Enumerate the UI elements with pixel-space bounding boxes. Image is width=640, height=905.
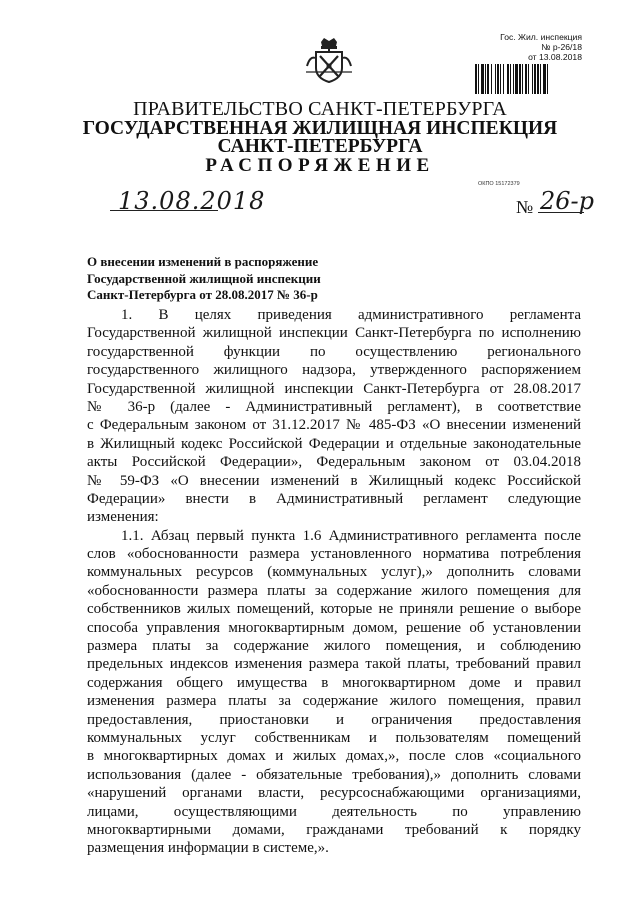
- number-sign: №: [516, 197, 534, 217]
- barcode-bar: [510, 64, 511, 94]
- barcode-bar: [534, 64, 536, 94]
- body-line: лицами, осуществляющими деятельность по управлению: [87, 803, 581, 820]
- body-line: с Федеральным законом от 31.12.2017 № 485-ФЗ «О внесении изменений: [87, 417, 581, 434]
- barcode-bar: [500, 64, 501, 94]
- body-line: многоквартирными домами, гражданами требований к порядку: [87, 821, 581, 838]
- body-line: № 36-р (далее - Административный регламент), в соответствие: [87, 398, 581, 415]
- handwritten-date: 13.08.2018: [118, 187, 266, 215]
- body-line: Государственной жилищной инспекции Санкт-Петербурга от 28.08.2017: [87, 380, 581, 397]
- body-line: предоставления, приостановки и ограничения предоставления: [87, 711, 581, 728]
- body-line: предельных индексов изменения размера такой платы, требований правил: [87, 656, 581, 673]
- body-line: 1. В целях приведения административного регламента: [121, 307, 581, 323]
- body-line: государственной функции по осуществлению регионального: [87, 343, 581, 360]
- body-line: размещения информации в системе,».: [87, 840, 329, 857]
- body-line: в Жилищный кодекс Российской Федерации и отдельные законодательные: [87, 435, 581, 452]
- document-subject: [87, 254, 387, 304]
- barcode-bar: [532, 64, 533, 94]
- body-line: 1.1. Абзац первый пункта 1.6 Административного регламента после: [121, 527, 581, 544]
- barcode-bar: [485, 64, 486, 94]
- document-body: [87, 306, 581, 858]
- document-type-title: РАСПОРЯЖЕНИЕ: [205, 155, 435, 176]
- body-line: «обоснованности размера платы за содержание жилого помещения для: [87, 582, 581, 599]
- barcode-bar: [522, 64, 523, 94]
- body-line: № 59-ФЗ «О внесении изменений в Жилищный кодекс Российской: [87, 472, 581, 489]
- barcode-bar: [540, 64, 541, 94]
- government-title: ПРАВИТЕЛЬСТВО САНКТ-ПЕТЕРБУРГА: [133, 98, 507, 120]
- stamp-line-3: от 13.08.2018: [528, 52, 582, 62]
- body-line: коммунальных услуг собственникам и пользователям помещений: [87, 729, 581, 746]
- handwritten-number: 26-р: [540, 187, 595, 215]
- body-line: содержания общего имущества в многоквартирном доме и правил: [87, 674, 581, 691]
- registration-stamp: [470, 32, 582, 62]
- okpo-code: ОКПО 15172379: [478, 181, 520, 187]
- body-line: в многоквартирных домах и жилых домах,», после слов «социального: [87, 748, 581, 765]
- body-line: Федерации» внести в Административный регламент следующие: [87, 490, 581, 507]
- stamp-line-1: Гос. Жил. инспекция: [500, 32, 582, 42]
- body-line: «нарушений органами власти, ресурсоснабжающими организациями,: [87, 785, 581, 802]
- barcode-bar: [478, 64, 479, 94]
- stamp-line-2: № р-26/18: [541, 42, 582, 52]
- barcode-bar: [513, 64, 514, 94]
- barcode-bar: [475, 64, 477, 94]
- spb-coat-of-arms-icon: [304, 36, 354, 86]
- barcode-icon: [475, 64, 579, 94]
- barcode-bar: [497, 64, 499, 94]
- subject-line: Санкт-Петербурга от 28.08.2017 № 36-р: [87, 287, 318, 302]
- date-underline: [110, 210, 218, 211]
- barcode-bar: [503, 64, 504, 94]
- body-line: государственного жилищного надзора, утвержденного распоряжением: [87, 362, 581, 379]
- barcode-bar: [491, 64, 492, 94]
- barcode-bar: [537, 64, 539, 94]
- barcode-bar: [525, 64, 527, 94]
- subject-line: Государственной жилищной инспекции: [87, 270, 321, 286]
- body-line: собственников жилых помещений, которые не приняли решение о выборе: [87, 601, 581, 618]
- body-line: использования (далее - обязательные требования),» дополнить словами: [87, 766, 581, 783]
- body-line: способа управления многоквартирным домом, решение об установлении: [87, 619, 581, 636]
- body-line: слов «обоснованности размера установленного норматива потребления: [87, 546, 581, 563]
- inspection-title: ГОСУДАРСТВЕННАЯ ЖИЛИЩНАЯ ИНСПЕКЦИЯ: [82, 118, 558, 139]
- barcode-bar: [528, 64, 529, 94]
- barcode-bar: [543, 64, 546, 94]
- city-title: САНКТ-ПЕТЕРБУРГА: [217, 136, 423, 157]
- barcode-bar: [515, 64, 518, 94]
- body-line: акты Российской Федерации», Федеральным законом от 03.04.2018: [87, 454, 581, 471]
- barcode-bar: [481, 64, 484, 94]
- number-underline: [538, 212, 584, 213]
- barcode-bar: [495, 64, 496, 94]
- body-line: Государственной жилищной инспекции Санкт-Петербурга по исполнению: [87, 325, 581, 342]
- barcode-bar: [507, 64, 509, 94]
- subject-line: О внесении изменений в распоряжение: [87, 254, 319, 269]
- body-line: размера платы за содержание жилого помещения, и соблюдению: [87, 638, 581, 655]
- barcode-bar: [487, 64, 489, 94]
- body-line: изменения размера платы за содержание жилого помещения, правил: [87, 693, 581, 710]
- body-line: изменения:: [87, 509, 159, 526]
- barcode-bar: [519, 64, 521, 94]
- barcode-bar: [547, 64, 548, 94]
- body-line: коммунальных ресурсов (коммунальных услуг),» дополнить словами: [87, 564, 581, 581]
